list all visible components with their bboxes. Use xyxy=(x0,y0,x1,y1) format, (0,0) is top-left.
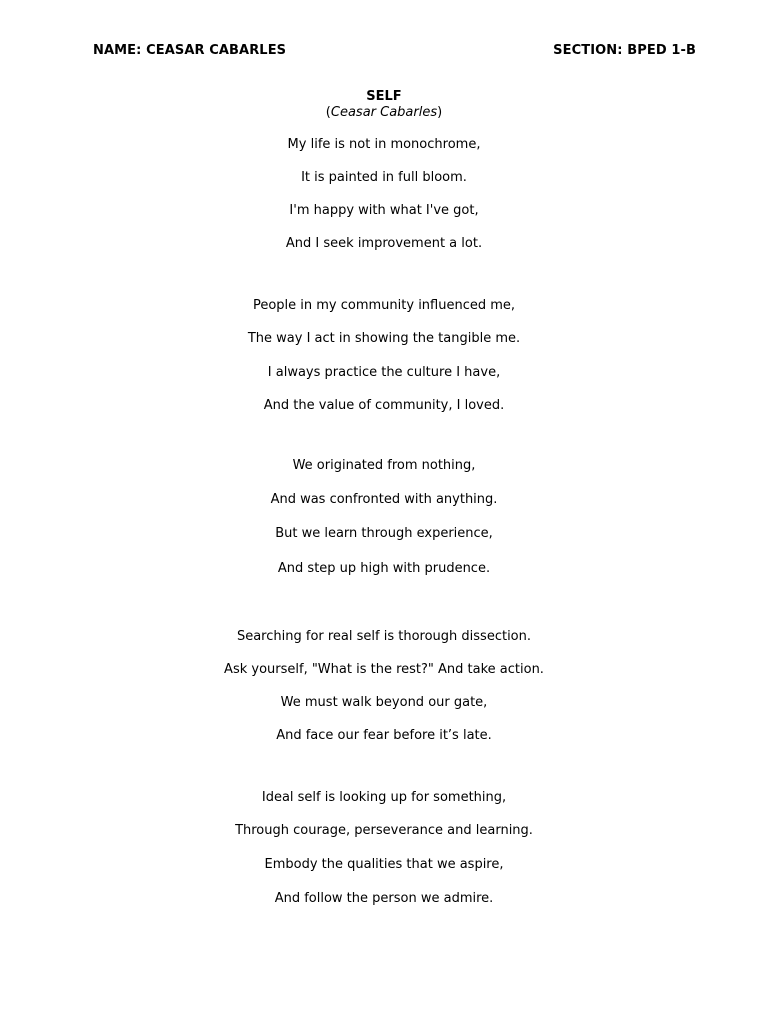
poem-line: Searching for real self is thorough dissection. xyxy=(236,629,532,644)
poem-line: And face our fear before it’s late. xyxy=(276,728,492,743)
student-section: SECTION: BPED 1-B xyxy=(553,43,696,58)
poem-byline xyxy=(0,105,768,120)
student-name: NAME: CEASAR CABARLES xyxy=(93,43,287,58)
poem-line: Through courage, perseverance and learning. xyxy=(235,823,533,838)
poem-line: I'm happy with what I've got, xyxy=(289,203,479,218)
poem-title: SELF xyxy=(366,89,402,104)
poem-line: The way I act in showing the tangible me. xyxy=(247,331,521,346)
byline-close-paren: ) xyxy=(437,105,443,120)
poem-line: It is painted in full bloom. xyxy=(301,170,467,185)
poem-line: My life is not in monochrome, xyxy=(287,137,481,152)
poem-line: But we learn through experience, xyxy=(275,526,493,541)
poem-line: And step up high with prudence. xyxy=(277,561,491,576)
poem-line: And the value of community, I loved. xyxy=(263,398,505,413)
poem-line: Ask yourself, "What is the rest?" And take action. xyxy=(224,662,544,677)
poem-line: Ideal self is looking up for something, xyxy=(261,790,507,805)
poem-line: People in my community influenced me, xyxy=(252,298,516,313)
poem-line: And was confronted with anything. xyxy=(270,492,498,507)
byline-open-paren: ( xyxy=(325,105,331,120)
poem-line: We must walk beyond our gate, xyxy=(280,695,488,710)
poem-line: We originated from nothing, xyxy=(292,458,476,473)
poem-author: Ceasar Cabarles xyxy=(330,105,438,120)
poem-line: Embody the qualities that we aspire, xyxy=(264,857,504,872)
poem-line: I always practice the culture I have, xyxy=(267,365,501,380)
poem-line: And I seek improvement a lot. xyxy=(285,236,483,251)
poem-line: And follow the person we admire. xyxy=(274,891,494,906)
